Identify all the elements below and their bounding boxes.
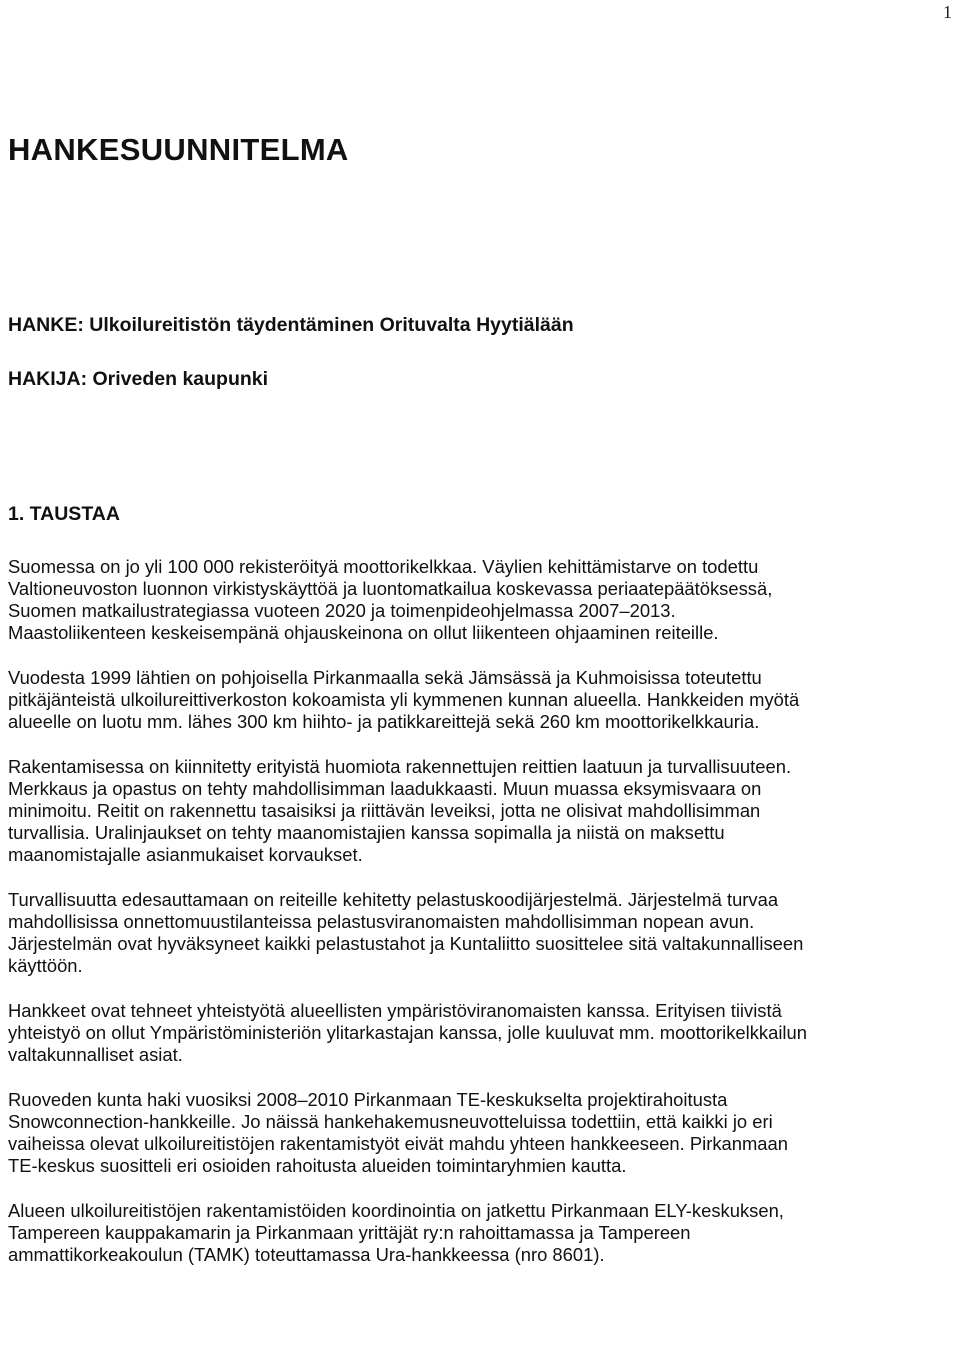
text-line: Vuodesta 1999 lähtien on pohjoisella Pirkanmaalla sekä Jämsässä ja Kuhmoisissa toteutettu bbox=[8, 667, 762, 688]
text-line: Merkkaus ja opastus on tehty mahdollisimman laadukkaasti. Muun muassa eksymisvaara on bbox=[8, 778, 762, 799]
paragraph-7 bbox=[8, 1200, 952, 1266]
text-line: Rakentamisessa on kiinnitetty erityistä huomiota rakennettujen reittien laatuun ja turvallisuuteen. bbox=[8, 756, 792, 777]
paragraph-4 bbox=[8, 889, 952, 977]
text-line: valtakunnalliset asiat. bbox=[8, 1044, 183, 1065]
text-line: maanomistajalle asianmukaiset korvaukset. bbox=[8, 844, 363, 865]
text-line: turvallisia. Uralinjaukset on tehty maanomistajien kanssa sopimalla ja niistä on maksettu bbox=[8, 822, 725, 843]
text-line: Suomen matkailustrategiassa vuoteen 2020 ja toimenpideohjelmassa 2007–2013. bbox=[8, 600, 676, 621]
text-line: käyttöön. bbox=[8, 955, 83, 976]
page-number: 1 bbox=[943, 2, 952, 22]
text-line: Snowconnection-hankkeille. Jo näissä hankehakemusneuvotteluissa todettiin, että kaikki jo eri bbox=[8, 1111, 773, 1132]
text-line: Ruoveden kunta haki vuosiksi 2008–2010 Pirkanmaan TE-keskukselta projektirahoitusta bbox=[8, 1089, 728, 1110]
applicant-line: HAKIJA: Oriveden kaupunki bbox=[8, 368, 269, 390]
text-line: TE-keskus suositteli eri osioiden rahoitusta alueiden toimintaryhmien kautta. bbox=[8, 1155, 627, 1176]
section-heading-taustaa: 1. TAUSTAA bbox=[8, 503, 120, 525]
section-body bbox=[8, 556, 952, 1289]
text-line: Suomessa on jo yli 100 000 rekisteröityä moottorikelkkaa. Väylien kehittämistarve on todettu bbox=[8, 556, 759, 577]
text-line: Alueen ulkoilureitistöjen rakentamistöiden koordinointia on jatkettu Pirkanmaan ELY-keskuksen, bbox=[8, 1200, 784, 1221]
text-line: alueelle on luotu mm. lähes 300 km hiihto- ja patikkareittejä sekä 260 km moottorikelkkauria. bbox=[8, 711, 760, 732]
text-line: Järjestelmän ovat hyväksyneet kaikki pelastustahot ja Kuntaliitto suosittelee sitä valtakunnalliseen bbox=[8, 933, 804, 954]
paragraph-6 bbox=[8, 1089, 952, 1177]
text-line: pitkäjänteistä ulkoilureittiverkoston kokoamista yli kymmenen kunnan alueella. Hankkeiden myötä bbox=[8, 689, 800, 710]
project-name-line: HANKE: Ulkoilureitistön täydentäminen Orituvalta Hyytiälään bbox=[8, 314, 574, 336]
text-line: minimoitu. Reitit on rakennettu tasaisiksi ja riittävän leveiksi, jotta ne olisivat mahdollisimman bbox=[8, 800, 761, 821]
paragraph-5 bbox=[8, 1000, 952, 1066]
text-line: yhteistyö on ollut Ympäristöministeriön ylitarkastajan kanssa, jolle kuuluvat mm. moottorikelkkailun bbox=[8, 1022, 807, 1043]
text-line: Valtioneuvoston luonnon virkistyskäyttöä ja luontomatkailua koskevassa periaatepäätöksessä, bbox=[8, 578, 773, 599]
text-line: Turvallisuutta edesauttamaan on reiteille kehitetty pelastuskoodijärjestelmä. Järjestelmä turvaa bbox=[8, 889, 779, 910]
paragraph-3 bbox=[8, 756, 952, 866]
text-line: Tampereen kauppakamarin ja Pirkanmaan yrittäjät ry:n rahoittamassa ja Tampereen bbox=[8, 1222, 691, 1243]
text-line: vaiheissa olevat ulkoilureitistöjen rakentamistyöt eivät mahdu yhteen hankkeeseen. Pirkanmaan bbox=[8, 1133, 788, 1154]
paragraph-1 bbox=[8, 556, 952, 644]
document-title: HANKESUUNNITELMA bbox=[8, 132, 349, 167]
text-line: Maastoliikenteen keskeisempänä ohjauskeinona on ollut liikenteen ohjaaminen reiteille. bbox=[8, 622, 719, 643]
paragraph-2 bbox=[8, 667, 952, 733]
text-line: mahdollisissa onnettomuustilanteissa pelastusviranomaisten mahdollisimman nopean avun. bbox=[8, 911, 755, 932]
text-line: Hankkeet ovat tehneet yhteistyötä alueellisten ympäristöviranomaisten kanssa. Erityisen tiivistä bbox=[8, 1000, 782, 1021]
text-line: ammattikorkeakoulun (TAMK) toteuttamassa Ura-hankkeessa (nro 8601). bbox=[8, 1244, 605, 1265]
